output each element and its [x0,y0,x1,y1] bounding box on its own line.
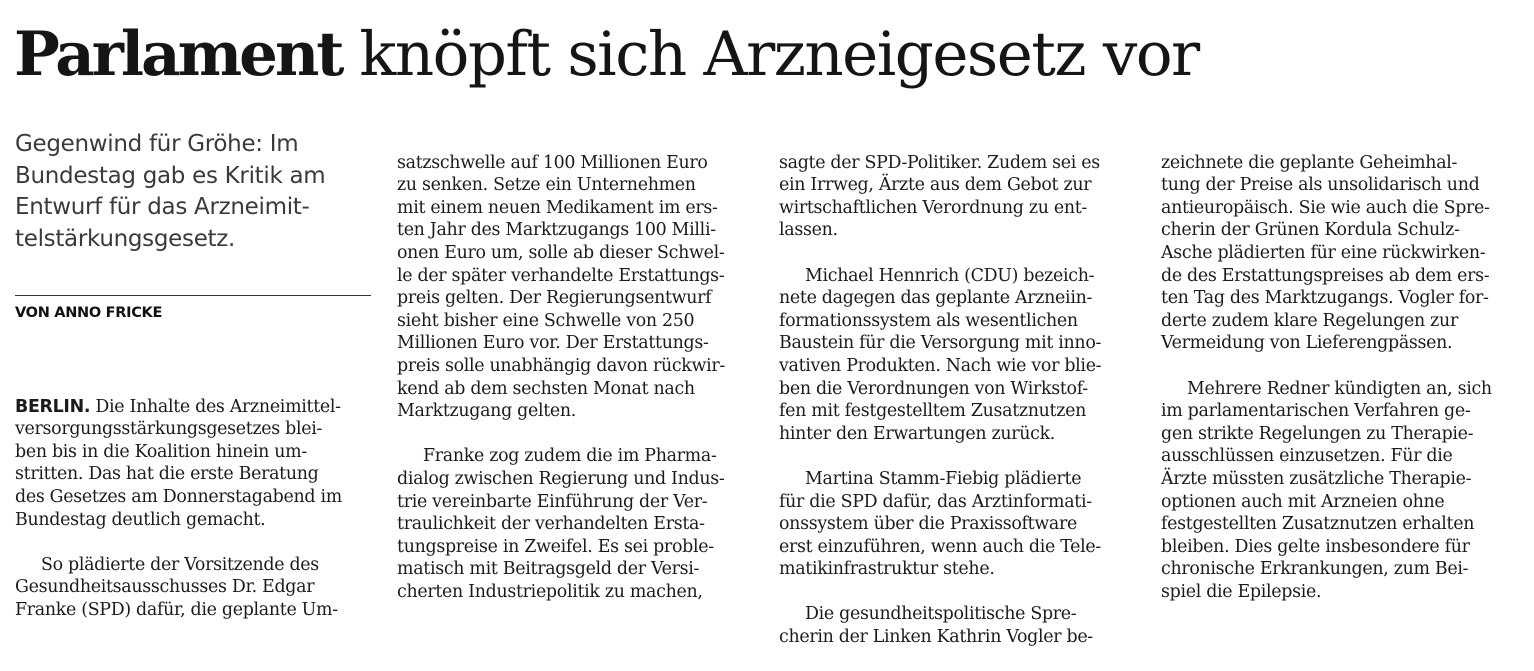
paragraph: Martina Stamm-Fiebig plädierte für die SPD dafür, das Arztinformati- onssystem über die Praxissoftware erst einzuführen, wenn auch die Tele- matikinfrastruktur stehe. [779,468,1101,580]
paragraph-text: Die Inhalte des Arzneimittel- versorgungsstärkungsgesetzes blei- ben bis in die Koalition hinein um- stritten. Das hat die erste Beratung des Gesetzes am Donnerstagabend im Bundestag deutlich gemacht. [15,396,342,530]
column-3 [779,129,1133,671]
byline-rule [15,295,371,296]
paragraph: sagte der SPD-Politiker. Zudem sei es ein Irrweg, Ärzte aus dem Gebot zur wirtschaftlichen Verordnung zu ent- lassen. [779,152,1100,241]
paragraph: satzschwelle auf 100 Millionen Euro zu senken. Setze ein Unternehmen mit einem neuen Medikament im ers- ten Jahr des Marktzugangs 100 Milli- onen Euro um, solle ab dieser Schwel- le der später verhandelte Erstattungs- preis gelten. Der Regierungsentwurf sieht bisher eine Schwelle von 250 Millionen Euro vor. Der Erstattungs- preis solle unabhängig davon rückwir- kend ab dem sechsten Monat nach Marktzugang gelten. [397,152,725,422]
deck: Gegenwind für Gröhe: Im Bundestag gab es Kritik am Entwurf für das Arzneimit- telstärkungsgesetz. [15,131,326,252]
column-1 [15,373,369,644]
headline-rest: knöpft sich Arzneigesetz vor [359,19,1199,90]
paragraph: Michael Hennrich (CDU) bezeich- nete dagegen das geplante Arzneiin- formationssystem als wesentlichen Baustein für die Versorgung mit inno- vativen Produkten. Nach wie vor blie- ben die Verordnungen von Wirkstof- fen mit festgestelltem Zusatznutzen hinter den Erwartungen zurück. [779,265,1102,444]
column-4 [1161,129,1515,626]
paragraph [15,396,369,532]
column-2 [397,129,751,626]
paragraph: zeichnete die geplante Geheimhal- tung der Preise als unsolidarisch und antieuropäisch. Sie wie auch die Spre- cherin der Grünen Kordula Schulz- Asche plädierten für eine rückwirken- de des Erstattungspreises ab dem ers- ten Tag des Marktzugangs. Vogler for- derte zudem klare Regelungen zur Vermeidung von Lieferengpässen. [1161,152,1490,354]
paragraph: Franke zog zudem die im Pharma- dialog zwischen Regierung und Indus- trie vereinbarte Einführung der Ver- traulichkeit der verhandelten Ersta- tungspreise in Zweifel. Es sei proble- matisch mit Beitragsgeld der Versi- cherten Industriepolitik zu machen, [397,446,725,602]
paragraph: Die gesundheitspolitische Spre- cherin der Linken Kathrin Vogler be- [779,604,1093,648]
headline [14,12,1199,98]
paragraph: So plädierte der Vorsitzende des Gesundheitsausschusses Dr. Edgar Franke (SPD) dafür, die geplante Um- [15,554,338,620]
headline-bold: Parlament [14,19,342,90]
byline: VON ANNO FRICKE [15,305,163,321]
dateline: BERLIN. [15,396,91,417]
paragraph: Mehrere Redner kündigten an, sich im parlamentarischen Verfahren ge- gen strikte Regelungen zu Therapie- ausschlüssen einzusetzen. Für die Ärzte müssten zusätzliche Therapie- optionen auch mit Arzneien ohne festgestellten Zusatznutzen erhalten bleiben. Dies gelte insbesondere für chronische Erkrankungen, zum Bei- spiel die Epilepsie. [1161,378,1492,602]
